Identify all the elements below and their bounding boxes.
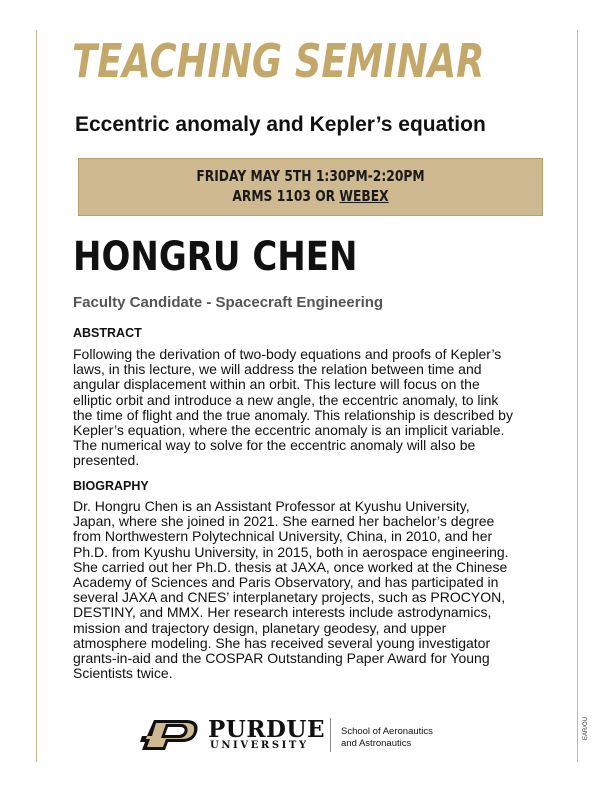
right-border-line	[577, 30, 578, 762]
department-line-2: and Astronautics	[341, 738, 412, 749]
biography-line: Scientists twice.	[73, 665, 173, 682]
biography-text	[73, 499, 543, 681]
abstract-heading: ABSTRACT	[73, 326, 142, 340]
abstract-line: laws, in this lecture, we will address the relation between time and	[73, 361, 482, 378]
event-title: TEACHING SEMINAR	[72, 34, 485, 88]
speaker-role: Faculty Candidate - Spacecraft Engineering	[73, 294, 384, 311]
purdue-p-logo-icon	[138, 718, 200, 752]
abstract-line: the time of flight and the true anomaly. This relationship is described by	[73, 406, 513, 423]
biography-line: from Northwestern Polytechnical University, China, in 2010, and her	[73, 528, 493, 545]
talk-title: Eccentric anomaly and Kepler’s equation	[75, 113, 486, 136]
location-text: ARMS 1103 OR	[232, 187, 340, 205]
abstract-line: Kepler’s equation, where the eccentric anomaly is an implicit variable.	[73, 422, 505, 439]
abstract-line: angular displacement within an orbit. This lecture will focus on the	[73, 376, 480, 393]
biography-line: Academy of Sciences and Paris Observatory, and has participated in	[73, 574, 499, 591]
biography-line: grants-in-aid and the COSPAR Outstanding Paper Award for Young	[73, 650, 490, 667]
university-wordmark: UNIVERSITY	[210, 740, 309, 751]
date-time: FRIDAY MAY 5TH 1:30PM-2:20PM	[196, 167, 425, 185]
speaker-name: HONGRU CHEN	[73, 234, 358, 280]
side-code: EAR/OU	[583, 716, 589, 740]
purdue-wordmark: PURDUE	[208, 716, 326, 743]
biography-line: Ph.D. from Kyushu University, in 2015, both in aerospace engineering.	[73, 543, 509, 560]
left-border-line	[36, 30, 37, 762]
biography-line: DESTINY, and MMX. Her research interests include astrodynamics,	[73, 604, 492, 621]
footer-divider	[330, 718, 331, 752]
abstract-line: Following the derivation of two-body equations and proofs of Kepler’s	[73, 346, 502, 362]
biography-line: atmosphere modeling. She has received several young investigator	[73, 634, 491, 651]
biography-line: Dr. Hongru Chen is an Assistant Professor at Kyushu University,	[73, 498, 470, 514]
footer-logo-block	[138, 716, 458, 756]
biography-line: Japan, where she joined in 2021. She earned her bachelor’s degree	[73, 513, 495, 530]
webex-link[interactable]: WEBEX	[339, 187, 389, 205]
abstract-text	[73, 347, 543, 469]
department-line-1: School of Aeronautics	[341, 726, 433, 737]
abstract-line: The numerical way to solve for the eccentric anomaly will also be	[73, 437, 476, 454]
biography-line: mission and trajectory design, planetary geodesy, and upper	[73, 619, 447, 636]
biography-line: She carried out her Ph.D. thesis at JAXA, once worked at the Chinese	[73, 558, 508, 575]
abstract-line: presented.	[73, 452, 140, 469]
abstract-line: elliptic orbit and introduce a new angle, the eccentric anomaly, to link	[73, 391, 499, 408]
schedule-box	[78, 158, 543, 216]
biography-heading: BIOGRAPHY	[73, 479, 149, 493]
biography-line: several JAXA and CNES’ interplanetary projects, such as PROCYON,	[73, 589, 506, 606]
location-line	[121, 187, 501, 205]
